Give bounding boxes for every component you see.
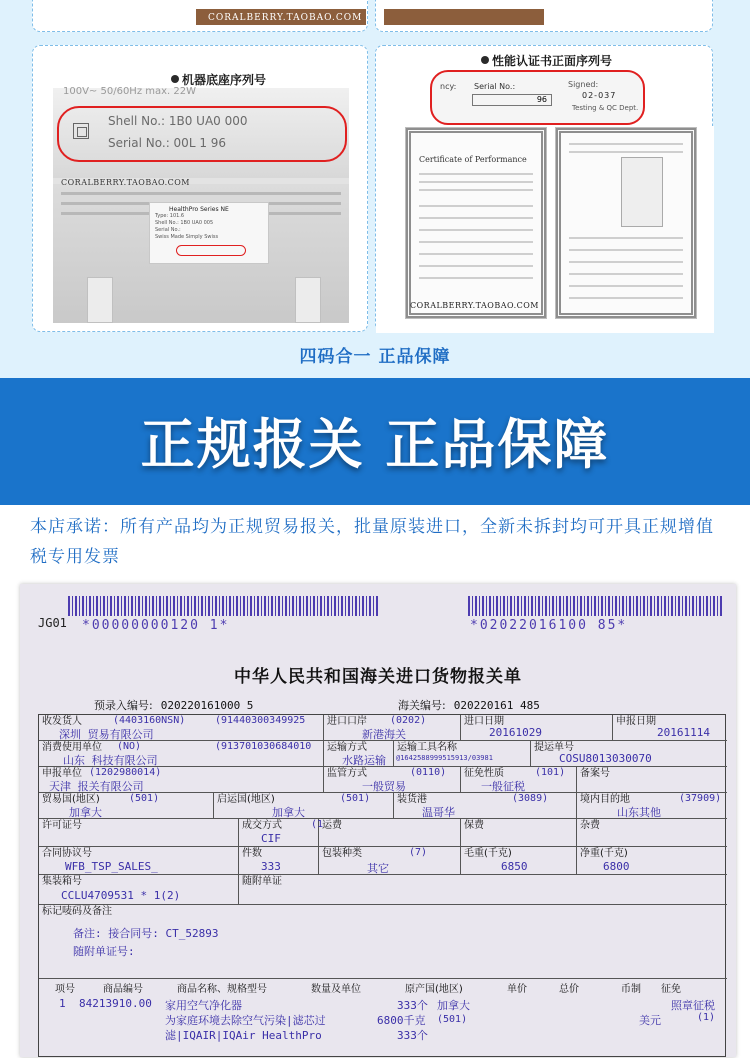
- text-line: [569, 261, 683, 263]
- package-cell: 包装种类 (7) 其它: [319, 847, 461, 875]
- text-line: [419, 205, 533, 207]
- bill-number-cell: 提运单号 COSU8013030070: [531, 741, 727, 767]
- photo-card-top-left: [32, 0, 368, 32]
- destination-cell: 境内目的地 (37909) 山东其他: [577, 793, 727, 819]
- zoom-serial-box: 96: [472, 94, 552, 106]
- items-header: 项号 商品编号 商品名称、规格型号 数量及单位 原产国(地区) 单价 总价 币制 征免: [55, 984, 681, 995]
- pre-entry-number: 预录入编号: 020220161000 5: [94, 699, 254, 712]
- customs-number: 海关编号: 020220161 485: [398, 699, 540, 712]
- machine-serial-title: 机器底座序列号: [171, 71, 266, 88]
- deal-mode-cell: 成交方式 (1 CIF: [239, 819, 319, 847]
- tax-nature-cell: 征免性质 (101) 一般征税: [461, 767, 577, 793]
- customs-banner: [0, 378, 750, 505]
- text-line: [419, 277, 533, 279]
- zoom-code: 02-037: [582, 91, 617, 100]
- zoom-dept: Testing & QC Dept.: [572, 104, 639, 112]
- origin-country-cell: 启运国(地区) (501) 加拿大: [214, 793, 394, 819]
- voltage-text: 100V~ 50/60Hz max. 22W: [63, 86, 197, 97]
- text-line: [419, 241, 533, 243]
- text-line: [419, 229, 533, 231]
- filter-diagram: [621, 157, 663, 227]
- barcode-left-text: *00000000120 1*: [82, 618, 230, 633]
- license-cell: 许可证号: [39, 819, 239, 847]
- certificate-title: Certificate of Performance: [419, 155, 527, 164]
- text-line: [419, 217, 533, 219]
- contract-cell: 合同协议号 WFB_TSP_SALES_: [39, 847, 239, 875]
- text-line: [419, 181, 533, 183]
- text-line: [419, 265, 533, 267]
- certificate-serial-title: 性能认证书正面序列号: [481, 52, 612, 69]
- net-weight-cell: 净重(千克) 6800: [577, 847, 727, 875]
- text-line: [419, 189, 533, 191]
- documents-cell: 随附单证: [239, 875, 727, 905]
- barcode-right-text: *02022016100 85*: [470, 618, 628, 633]
- certificate-serial-card: [375, 45, 713, 332]
- customs-declaration-form: [20, 584, 736, 1057]
- transport-mode-cell: 运输方式 水路运输: [324, 741, 394, 767]
- item-row: 1 84213910.00 家用空气净化器 为家庭环境去除空气污染|滤芯过 滤|IQAIR|IQAir HealthPro 333个 6800千克 333个 加拿大 (501) 美元 照章征税 (1): [59, 997, 716, 1042]
- text-line: [419, 253, 533, 255]
- text-line: [569, 151, 683, 153]
- brand-watermark: CORALBERRY.TAOBAO.COM: [61, 178, 190, 187]
- form-code: JG01: [38, 616, 67, 630]
- store-promise-text: 本店承诺：所有产品均为正规贸易报关，批量原装进口，全新未拆封均可开具正规增值税专用发票: [30, 517, 714, 567]
- barcode-right: [468, 596, 724, 616]
- insurance-cell: 保费: [461, 819, 577, 847]
- container-cell: 集装箱号 CCLU4709531 * 1(2): [39, 875, 239, 905]
- certificate-zoom: [430, 70, 645, 125]
- certificate-page-back: [556, 128, 696, 318]
- authenticity-section: [0, 0, 750, 378]
- photo-card-top-right: [375, 0, 713, 32]
- product-box-photo: [384, 9, 544, 25]
- consumer-cell: 消费使用单位 (NO) (913701030684010 山东 科技有限公司: [39, 741, 324, 767]
- freight-cell: 运费: [319, 819, 461, 847]
- misc-fee-cell: 杂费: [577, 819, 727, 847]
- text-line: [569, 143, 683, 145]
- machine-foot: [295, 277, 321, 323]
- declare-date-cell: 申报日期 20161114: [613, 715, 727, 741]
- consignee-cell: 收发货人 (4403160NSN) (91440300349925 深圳 贸易有限公司: [39, 715, 324, 741]
- machine-foot: [87, 277, 113, 323]
- rating-plate: [149, 202, 269, 264]
- text-line: [569, 285, 683, 287]
- shell-number-text: Shell No.: 1B0 UA0 000: [108, 114, 248, 128]
- machine-top-label: [53, 88, 349, 178]
- supervision-cell: 监管方式 (0110) 一般贸易: [324, 767, 461, 793]
- pieces-cell: 件数 333: [239, 847, 319, 875]
- vent-row: [61, 192, 341, 195]
- record-number-cell: 备案号: [577, 767, 727, 793]
- zoom-serial-label: Serial No.:: [474, 82, 516, 91]
- machine-serial-card: [32, 45, 368, 332]
- transport-tool-cell: 运输工具名称 @1642588999515913/03981: [394, 741, 531, 767]
- loading-port-cell: 装货港 (3089) 温哥华: [394, 793, 577, 819]
- brand-watermark: CORALBERRY.TAOBAO.COM: [410, 301, 539, 310]
- text-line: [419, 173, 533, 175]
- brand-watermark: CORALBERRY.TAOBAO.COM: [208, 13, 363, 23]
- marks-cell: 标记唛码及备注 备注: 接合同号: CT_52893 随附单证号:: [39, 905, 727, 979]
- text-line: [569, 237, 683, 239]
- plate-type: Type: 101.6: [155, 213, 185, 219]
- import-port-cell: 进口口岸 (0202) 新港海关: [324, 715, 461, 741]
- plate-series: HealthPro Series NE: [169, 206, 229, 213]
- section-caption: 四码合一 正品保障: [299, 347, 451, 367]
- machine-base-photo: [53, 88, 349, 323]
- gross-weight-cell: 毛重(千克) 6850: [461, 847, 577, 875]
- pin-icon: [481, 56, 489, 64]
- declaration-grid: [38, 714, 726, 1057]
- text-line: [569, 297, 683, 299]
- zoom-signed: Signed:: [568, 80, 599, 89]
- zoom-text: ncy:: [440, 82, 457, 91]
- plate-shell: Shell No.: 1B0 UA0 005: [155, 220, 214, 226]
- banner-title: 正规报关 正品保障: [140, 413, 610, 476]
- trade-country-cell: 贸易国(地区) (501) 加拿大: [39, 793, 214, 819]
- text-line: [569, 273, 683, 275]
- barcode-left: [68, 596, 380, 616]
- highlight-oval: [176, 245, 246, 256]
- plate-bottom: Swiss Made Simply Swiss: [155, 234, 219, 240]
- certificate-page-front: [406, 128, 546, 318]
- text-line: [569, 249, 683, 251]
- import-date-cell: 进口日期 20161029: [461, 715, 613, 741]
- serial-number-text: Serial No.: 00L 1 96: [108, 136, 227, 150]
- declaring-unit-cell: 申报单位 (1202980014) 天津 报关有限公司: [39, 767, 324, 793]
- pin-icon: [171, 75, 179, 83]
- plate-serial: Serial No.:: [155, 227, 181, 233]
- form-title: 中华人民共和国海关进口货物报关单: [234, 667, 522, 687]
- certificate-photo: [376, 126, 714, 333]
- highlight-oval: [57, 106, 347, 162]
